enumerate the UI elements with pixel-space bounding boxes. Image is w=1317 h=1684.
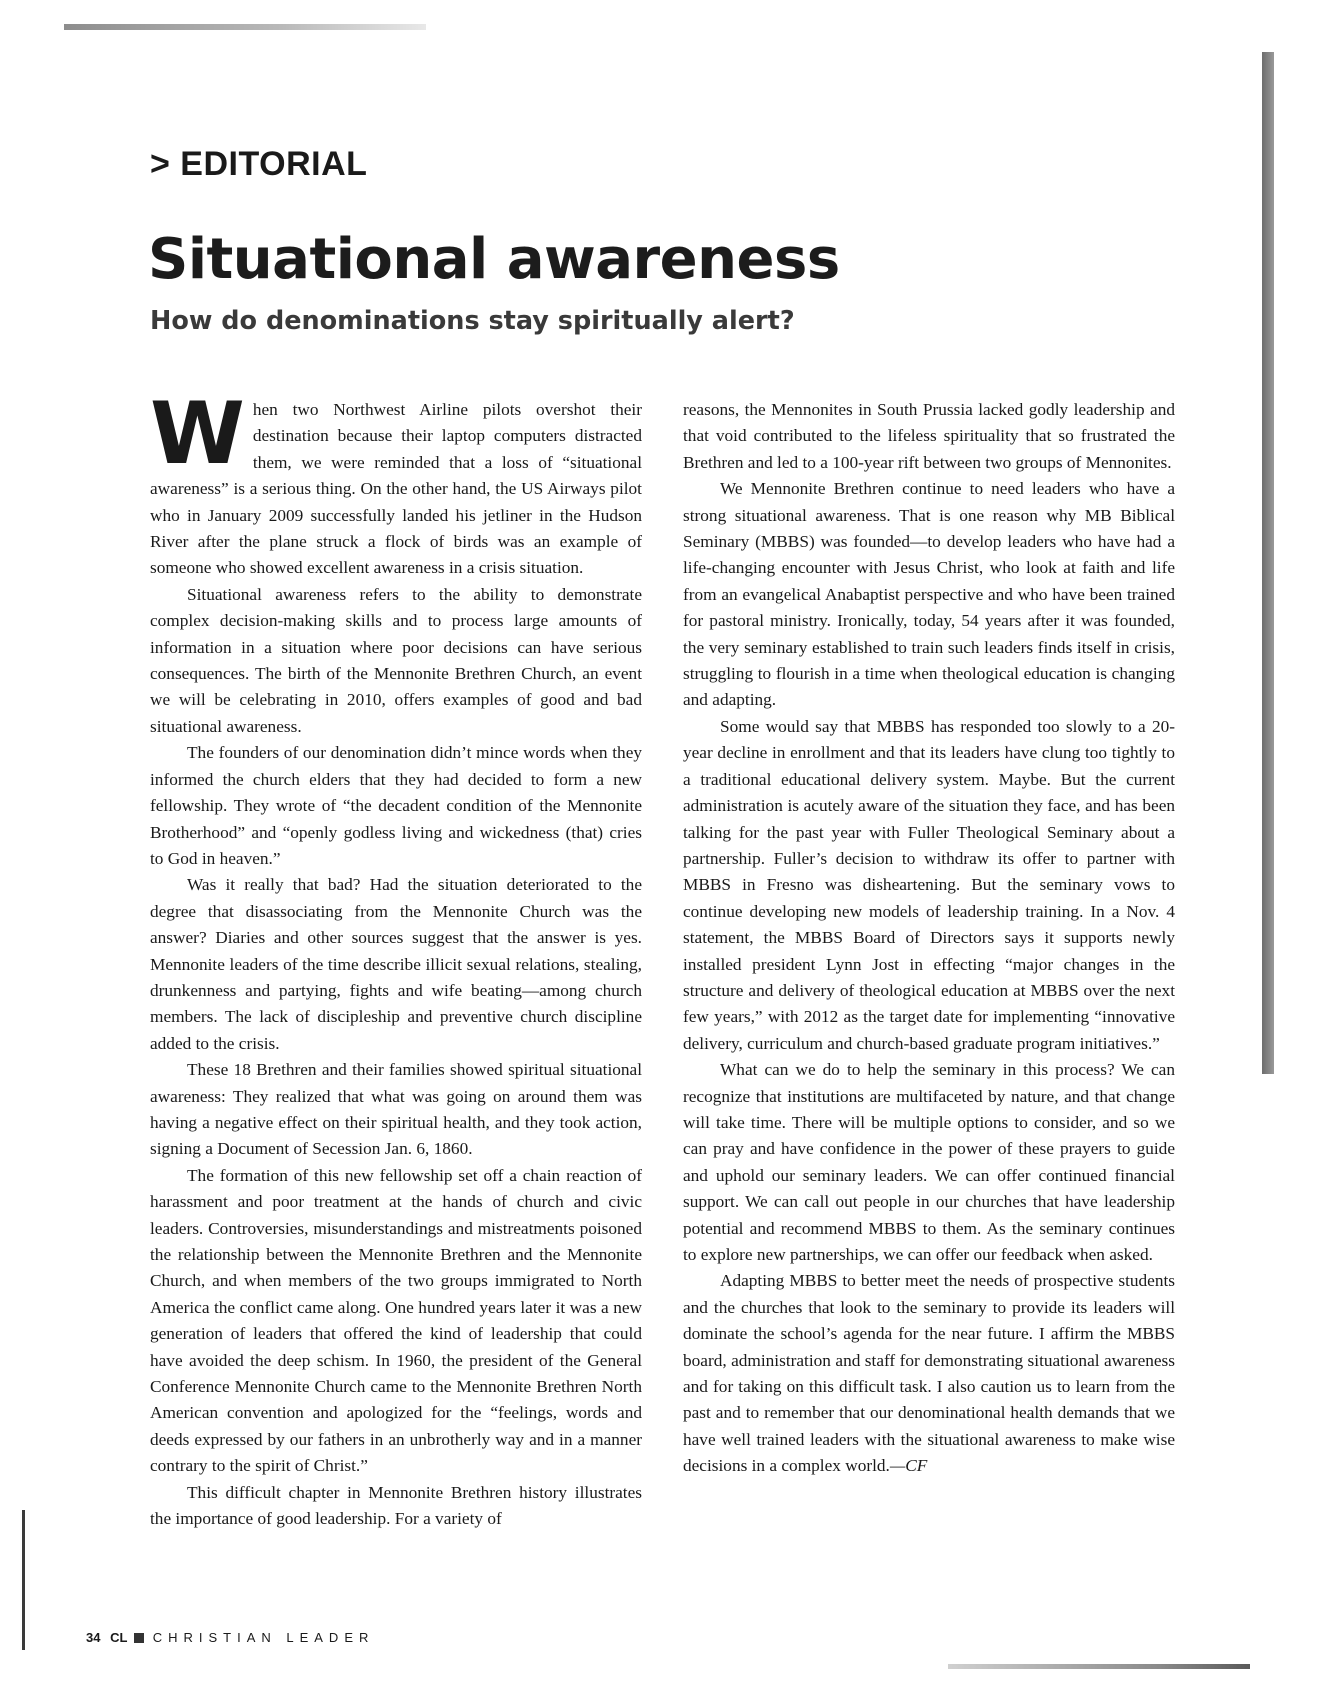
article-column-left <box>150 384 642 1532</box>
page-number: 34 <box>86 1630 101 1645</box>
square-bullet-icon <box>134 1633 144 1643</box>
paragraph: Was it really that bad? Had the situation deteriorated to the degree that disassociating from the Mennonite Church was the answer? Diaries and other sources suggest that the answer is yes. Mennonite leaders of the time describe illicit sexual relations, stealing, drunkenness and partying, fights and wife beating—among church members. The lack of discipleship and preventive church discipline added to the crisis. <box>150 875 642 1053</box>
drop-cap: W <box>150 384 245 484</box>
paragraph <box>150 384 642 582</box>
article-column-right <box>683 397 1175 1480</box>
magazine-name: CHRISTIAN LEADER <box>152 1630 375 1645</box>
paragraph-text: hen two Northwest Airline pilots overshot their destination because their laptop computers distracted them, we were reminded that a loss of “situational awareness” is a serious thing. On the other hand, the US Airways pilot who in January 2009 successfully landed his jetliner in the Hudson River after the plane struck a flock of birds was an example of someone who showed excellent awareness in a crisis situation. <box>150 400 642 578</box>
paragraph-text: Adapting MBBS to better meet the needs of prospective students and the churches that look to the seminary to provide its leaders will dominate the school’s agenda for the near future. I affirm the MBBS board, administration and staff for demonstrating situational awareness and for taking on this difficult task. I also caution us to learn from the past and to remember that our denominational health demands that we have well trained leaders with the situational awareness to make wise decisions in a complex world. <box>683 1271 1175 1476</box>
paragraph: Situational awareness refers to the ability to demonstrate complex decision-making skills and to process large amounts of information in a situation where poor decisions can have serious consequences. The birth of the Mennonite Brethren Church, an event we will be celebrating in 2010, offers examples of good and bad situational awareness. <box>150 584 642 736</box>
paragraph: What can we do to help the seminary in this process? We can recognize that institutions are multifaceted by nature, and that change will take time. There will be multiple options to consider, and so we can pray and have confidence in the power of these prayers to guide and uphold our seminary leaders. We can offer continued financial support. We can call out people in our churches that have leadership potential and recommend MBBS to them. As the seminary continues to explore new partnerships, we can offer our feedback when asked. <box>683 1060 1175 1264</box>
paragraph: Some would say that MBBS has responded too slowly to a 20-year decline in enrollment and that its leaders have clung too tightly to a traditional educational delivery system. Maybe. But the current administration is acutely aware of the situation they face, and has been talking for the past year with Fuller Theological Seminary about a partnership. Fuller’s decision to withdraw its offer to partner with MBBS in Fresno was disheartening. But the seminary vows to continue developing new models of leadership training. In a Nov. 4 statement, the MBBS Board of Directors says it supports newly installed president Lynn Jost in effecting “major changes in the structure and delivery of theological education at MBBS over the next few years,” with 2012 as the target date for implementing “innovative delivery, curriculum and church-based graduate program initiatives.” <box>683 716 1175 1053</box>
magazine-abbrev: CL <box>110 1630 128 1645</box>
paragraph: The formation of this new fellowship set off a chain reaction of harassment and poor treatment at the hands of church and civic leaders. Controversies, misunderstandings and mistreatments poisoned the relationship between the Mennonite Brethren and the Mennonite Church, and when members of the two groups immigrated to North America the conflict came along. One hundred years later it was a new generation of leaders that offered the kind of leadership that could have avoided the deep schism. In 1960, the president of the General Conference Mennonite Church came to the Mennonite Brethren North American convention and apologized for the “feelings, words and deeds expressed by our fathers in an unbrotherly way and in a manner contrary to the spirit of Christ.” <box>150 1165 642 1476</box>
paragraph <box>683 1268 1175 1479</box>
author-signoff: —CF <box>889 1456 928 1476</box>
section-kicker: > EDITORIAL <box>150 145 368 183</box>
paragraph: This difficult chapter in Mennonite Brethren history illustrates the importance of good leadership. For a variety of <box>150 1482 642 1529</box>
page-footer <box>86 1630 374 1646</box>
scan-edge-left <box>22 1510 25 1650</box>
paragraph: We Mennonite Brethren continue to need leaders who have a strong situational awareness. That is one reason why MB Biblical Seminary (MBBS) was founded—to develop leaders who have had a life-changing encounter with Jesus Christ, who look at faith and life from an evangelical Anabaptist perspective and who have been trained for pastoral ministry. Ironically, today, 54 years after it was founded, the very seminary established to train such leaders finds itself in crisis, struggling to flourish in a time when theological education is changing and adapting. <box>683 479 1175 710</box>
paragraph: reasons, the Mennonites in South Prussia lacked godly leadership and that void contributed to the lifeless spirituality that so frustrated the Brethren and led to a 100-year rift between two groups of Mennonites. <box>683 400 1175 472</box>
scan-edge-top <box>64 24 426 30</box>
paragraph: These 18 Brethren and their families showed spiritual situational awareness: They realized that what was going on around them was having a negative effect on their spiritual health, and they took action, signing a Document of Secession Jan. 6, 1860. <box>150 1060 642 1159</box>
article-title: Situational awareness <box>148 227 840 292</box>
article-subtitle: How do denominations stay spiritually alert? <box>150 306 795 336</box>
scan-edge-bottom <box>948 1664 1250 1669</box>
paragraph: The founders of our denomination didn’t mince words when they informed the church elders that they had decided to form a new fellowship. They wrote of “the decadent condition of the Mennonite Brotherhood” and “openly godless living and wickedness (that) cries to God in heaven.” <box>150 743 642 868</box>
scan-edge-right <box>1262 52 1274 1074</box>
